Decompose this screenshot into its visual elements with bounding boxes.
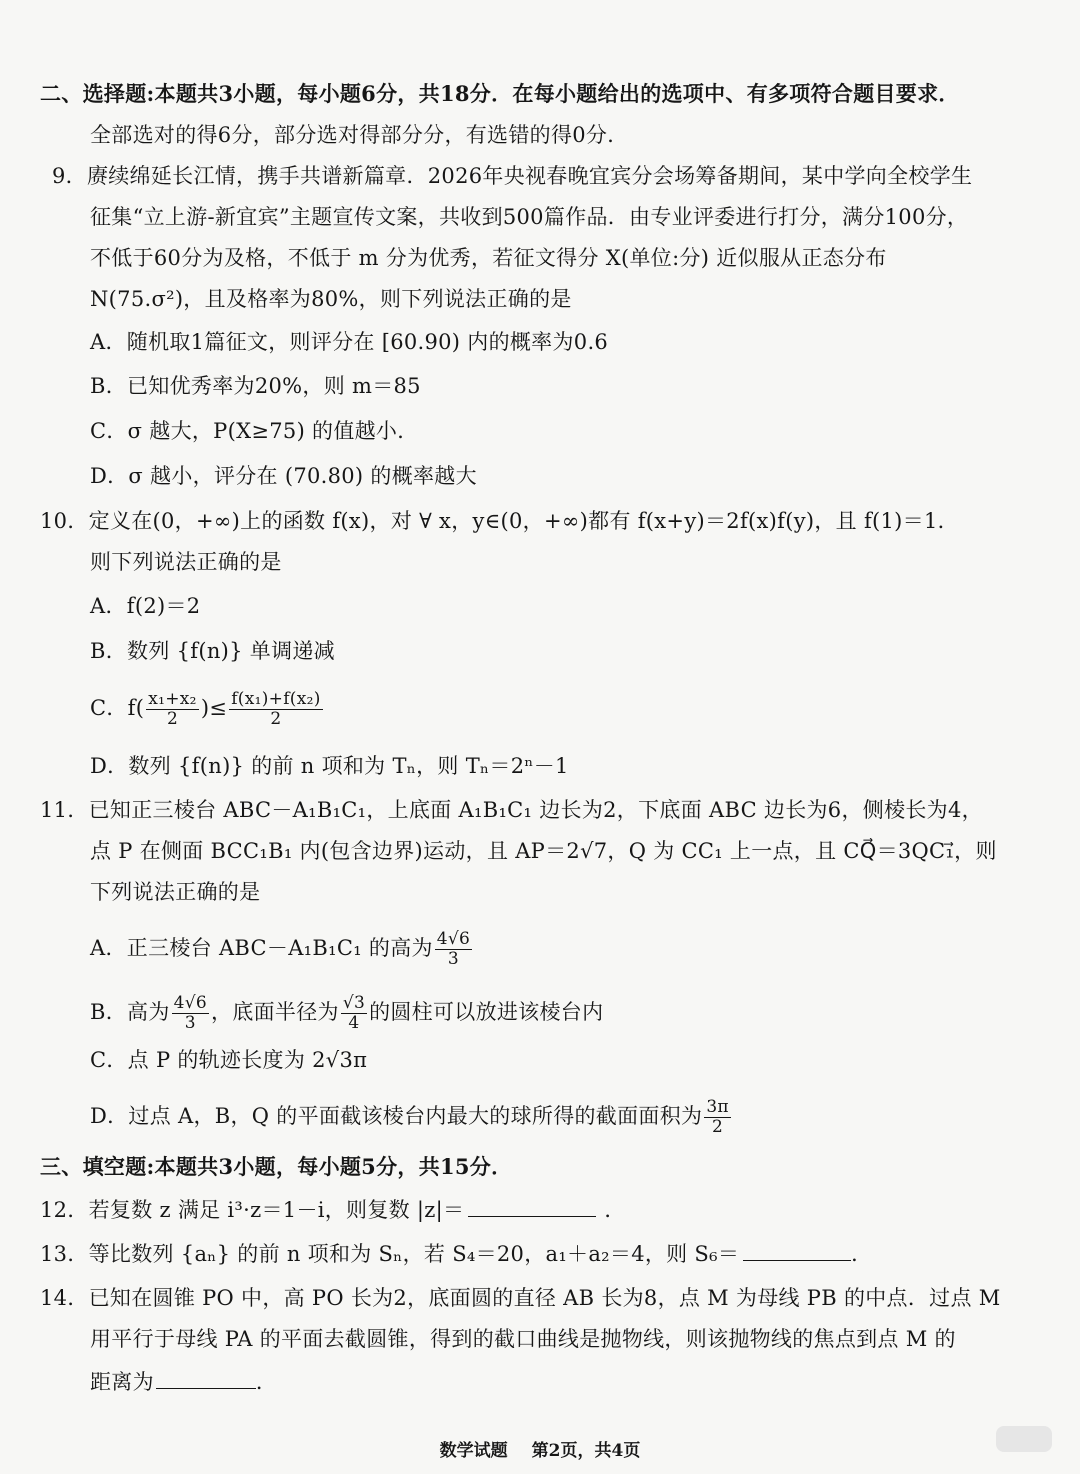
q9-option-b: B．已知优秀率为20%，则 m＝85 bbox=[90, 374, 421, 398]
q14-line-1: 14．已知在圆锥 PO 中，高 PO 长为2，底面圆的直径 AB 长为8，点 M 为母线 PB 的中点．过点 M bbox=[40, 1286, 1001, 1310]
section2-title: 二、选择题:本题共3小题，每小题6分，共18分．在每小题给出的选项中、有多项符合题目要求． bbox=[40, 81, 960, 106]
q11-option-a bbox=[90, 930, 474, 969]
section3-title: 三、填空题:本题共3小题，每小题5分，共15分． bbox=[40, 1154, 513, 1179]
q11-a-fraction: $\frac{4√6}{3}$ bbox=[436, 929, 471, 969]
q11-option-b bbox=[90, 994, 603, 1033]
watermark-badge bbox=[996, 1426, 1052, 1452]
q14-end: ． bbox=[255, 1370, 278, 1394]
q11-d-text: D．过点 A，B，Q 的平面截该棱台内最大的球所得的截面面积为 bbox=[90, 1104, 703, 1128]
q10-c-fraction-1: $\frac{\text{x₁+x₂}}{2}$ bbox=[148, 689, 197, 729]
q13-text: 13．等比数列 {aₙ} 的前 n 项和为 Sₙ，若 S₄＝20，a₁＋a₂＝4，则 S₆＝ bbox=[40, 1242, 740, 1266]
q14-answer-blank[interactable] bbox=[156, 1370, 256, 1389]
q11-b-post: 的圆柱可以放进该棱台内 bbox=[369, 1000, 604, 1024]
q13 bbox=[40, 1240, 872, 1268]
q10-c-fraction-2: $\frac{\text{f(x₁)+f(x₂)}}{2}$ bbox=[231, 689, 321, 729]
q14-line-3 bbox=[90, 1368, 277, 1396]
q10-option-c bbox=[90, 690, 325, 729]
q11-stem-3: 下列说法正确的是 bbox=[90, 880, 261, 904]
q10-option-d: D．数列 {f(n)} 的前 n 项和为 Tₙ，则 Tₙ＝2ⁿ－1 bbox=[90, 754, 569, 778]
q14-l3-text: 距离为 bbox=[90, 1370, 154, 1394]
q9-stem-2: 征集“立上游-新宜宾”主题宣传文案，共收到500篇作品．由专业评委进行打分，满分100分， bbox=[90, 205, 969, 229]
q12-text: 12．若复数 z 满足 i³·z＝1－i，则复数 |z|＝ bbox=[40, 1198, 465, 1222]
q11-a-text: A．正三棱台 ABC－A₁B₁C₁ 的高为 bbox=[90, 936, 433, 960]
section2-rule: 全部选对的得6分，部分选对得部分分，有选错的得0分． bbox=[90, 123, 629, 147]
q11-option-c: C．点 P 的轨迹长度为 2√3π bbox=[90, 1048, 368, 1072]
q9-stem-1: 9．赓续绵延长江情，携手共谱新篇章．2026年央视春晚宜宾分会场筹备期间，某中学向全校学生 bbox=[52, 164, 973, 188]
q10-c-lhs-pre: f( bbox=[127, 696, 145, 720]
q11-b-fraction-2: $\frac{√3}{4}$ bbox=[342, 993, 366, 1033]
q11-b-pre: B．高为 bbox=[90, 1000, 170, 1024]
q12-answer-blank[interactable] bbox=[468, 1198, 596, 1217]
q11-stem-1: 11．已知正三棱台 ABC－A₁B₁C₁，上底面 A₁B₁C₁ 边长为2，下底面 ABC 边长为6，侧棱长为4， bbox=[40, 798, 983, 822]
q14-line-2: 用平行于母线 PA 的平面去截圆锥，得到的截口曲线是抛物线，则该抛物线的焦点到点 M 的 bbox=[90, 1327, 956, 1351]
q10-c-lhs-post: )≤ bbox=[200, 696, 228, 720]
q10-stem-1: 10．定义在(0，+∞)上的函数 f(x)，对 ∀ x，y∈(0，+∞)都有 f(x+y)＝2f(x)f(y)，且 f(1)＝1． bbox=[40, 509, 959, 533]
q11-b-mid: ，底面半径为 bbox=[211, 1000, 339, 1024]
q13-answer-blank[interactable] bbox=[743, 1242, 851, 1261]
q11-b-fraction-1: $\frac{4√6}{3}$ bbox=[173, 993, 208, 1033]
q9-option-a: A．随机取1篇征文，则评分在 [60.90) 内的概率为0.6 bbox=[90, 330, 609, 354]
q9-stem-4: N(75.σ²)，且及格率为80%，则下列说法正确的是 bbox=[90, 287, 572, 311]
q13-end: ． bbox=[851, 1242, 873, 1266]
q11-option-d bbox=[90, 1098, 733, 1137]
q11-stem-2: 点 P 在侧面 BCC₁B₁ 内(包含边界)运动，且 AP＝2√7，Q 为 CC₁ 上一点，且 CQ⃗＝3QC₁⃗，则 bbox=[90, 839, 997, 863]
q12-end: ． bbox=[604, 1198, 626, 1222]
q10-c-label: C． bbox=[90, 696, 128, 720]
q10-stem-2: 则下列说法正确的是 bbox=[90, 550, 282, 574]
q11-d-fraction: $\frac{3\pi}{2}$ bbox=[706, 1097, 729, 1137]
q10-option-a: A．f(2)＝2 bbox=[90, 594, 201, 618]
page-footer bbox=[0, 1436, 1080, 1461]
q9-option-d: D．σ 越小，评分在 (70.80) 的概率越大 bbox=[90, 464, 477, 488]
q12 bbox=[40, 1196, 626, 1224]
footer-subject: 数学试题 bbox=[439, 1441, 508, 1461]
q10-option-b: B．数列 {f(n)} 单调递减 bbox=[90, 639, 335, 663]
footer-page: 第2页，共4页 bbox=[531, 1441, 641, 1461]
q9-option-c: C．σ 越大，P(X≥75) 的值越小． bbox=[90, 419, 419, 443]
q9-stem-3: 不低于60分为及格，不低于 m 分为优秀，若征文得分 X(单位:分) 近似服从正态分布 bbox=[90, 246, 887, 270]
